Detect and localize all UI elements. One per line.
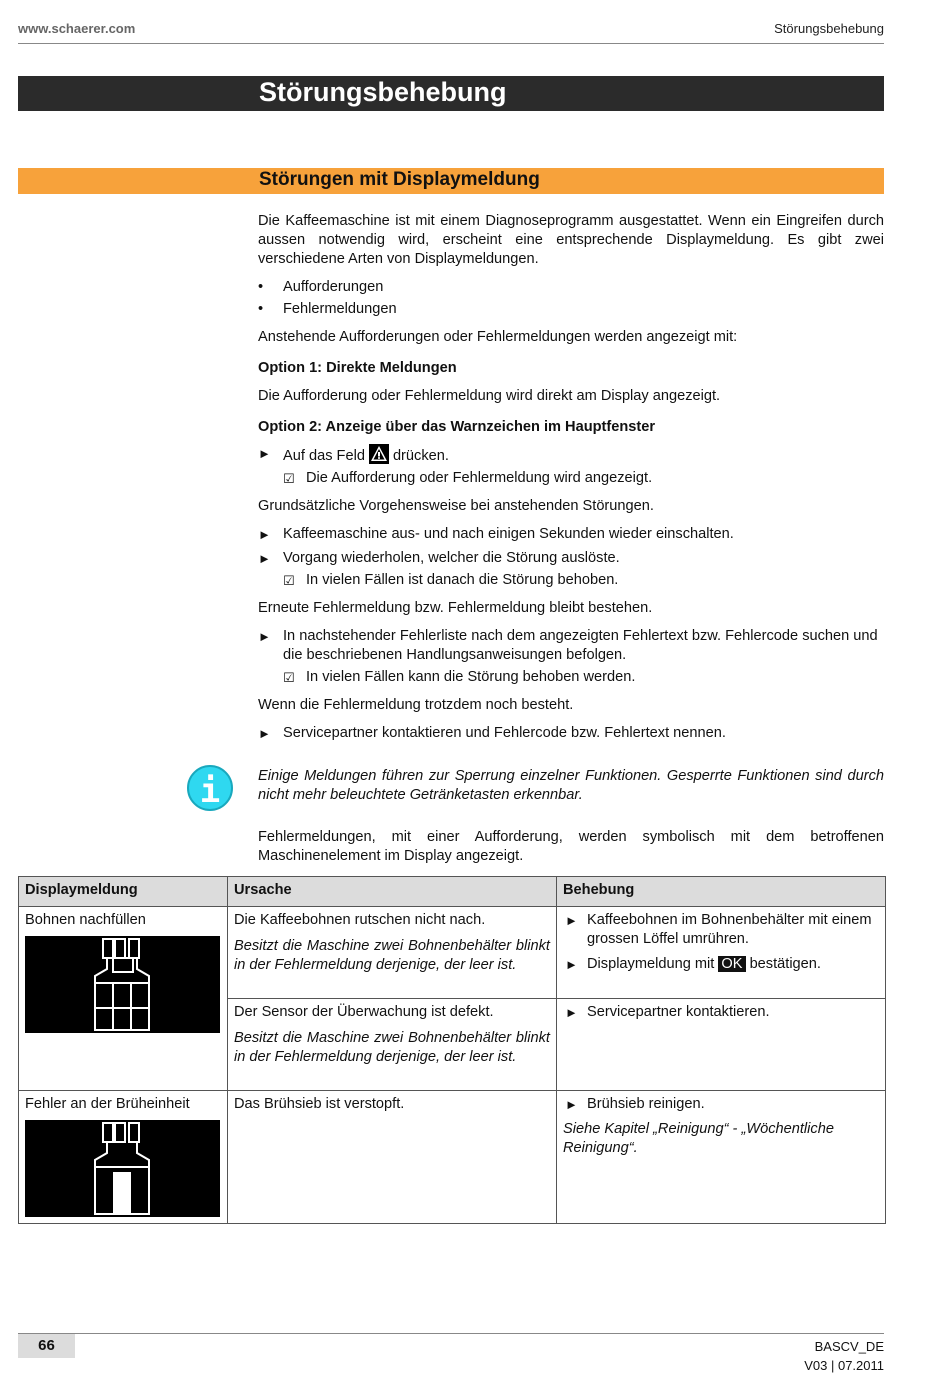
result-item: ☑ In vielen Fällen kann die Störung behoben werden. bbox=[283, 669, 636, 685]
column-header: Ursache bbox=[228, 877, 557, 907]
list-item: • Fehlermeldungen bbox=[258, 301, 397, 317]
doc-code: BASCV_DE bbox=[814, 1339, 884, 1354]
info-note: Einige Meldungen führen zur Sperrung einzelner Funktionen. Gesperrte Funktionen sind durch nicht mehr beleuchtete Getränketasten erkennbar. bbox=[258, 768, 884, 803]
triangle-right-icon: ► bbox=[258, 551, 271, 566]
step-item: ► Servicepartner kontaktieren. bbox=[565, 1004, 770, 1020]
step-item: ► Auf das Feld drücken. bbox=[258, 446, 449, 464]
basic-intro: Grundsätzliche Vorgehensweise bei anstehenden Störungen. bbox=[258, 498, 654, 514]
bullet-icon: • bbox=[258, 301, 264, 317]
table-header-row bbox=[19, 877, 886, 907]
triangle-right-icon: ► bbox=[258, 629, 271, 644]
result-item: ☑ Die Aufforderung oder Fehlermeldung wird angezeigt. bbox=[283, 470, 653, 486]
display-message-label: Bohnen nachfüllen bbox=[25, 912, 146, 928]
triangle-right-icon: ► bbox=[258, 527, 271, 542]
footer-document-info bbox=[804, 1337, 884, 1375]
table-row bbox=[19, 907, 886, 999]
step-item: ► Vorgang wiederholen, welcher die Störung auslöste. bbox=[258, 550, 620, 566]
checkbox-check-icon: ☑ bbox=[283, 471, 295, 486]
bullet-icon: • bbox=[258, 279, 264, 295]
step-item: ► Brühsieb reinigen. bbox=[565, 1096, 705, 1112]
title-bar bbox=[18, 76, 884, 111]
list-item: • Aufforderungen bbox=[258, 279, 384, 295]
brewing-unit-display-image bbox=[25, 1120, 220, 1217]
option1-text: Die Aufforderung oder Fehlermeldung wird direkt am Display angezeigt. bbox=[258, 388, 721, 404]
triangle-right-icon: ► bbox=[565, 957, 578, 972]
page-number: 66 bbox=[38, 1337, 55, 1354]
fix-cell bbox=[557, 999, 886, 1091]
option1-heading: Option 1: Direkte Meldungen bbox=[258, 360, 457, 376]
repeat-intro: Erneute Fehlermeldung bzw. Fehlermeldung bleibt bestehen. bbox=[258, 600, 653, 616]
fix-cell bbox=[557, 907, 886, 999]
main-content bbox=[258, 212, 884, 748]
column-header: Behebung bbox=[557, 877, 886, 907]
checkbox-check-icon: ☑ bbox=[283, 670, 295, 685]
result-item: ☑ In vielen Fällen ist danach die Störung behoben. bbox=[283, 572, 619, 588]
page-number-box bbox=[18, 1334, 75, 1358]
display-message-cell bbox=[19, 1091, 228, 1224]
triangle-right-icon: ► bbox=[565, 1097, 578, 1112]
step-item: ► Servicepartner kontaktieren und Fehlercode bzw. Fehlertext nennen. bbox=[258, 725, 726, 741]
triangle-right-icon: ► bbox=[258, 446, 271, 461]
triangle-right-icon: ► bbox=[565, 1005, 578, 1020]
intro-paragraph: Die Kaffeemaschine ist mit einem Diagnoseprogramm ausgestattet. Wenn ein Eingreifen durch aussen notwendig wird, erscheint eine entsprechende Displaymeldung. Es gibt zwei verschiedene Arten von Displaymeldungen. bbox=[258, 213, 884, 267]
footer-divider bbox=[18, 1333, 884, 1334]
header-section: Störungsbehebung bbox=[774, 21, 884, 36]
symbol-paragraph: Fehlermeldungen, mit einer Aufforderung, werden symbolisch mit dem betroffenen Maschinenelement im Display angezeigt. bbox=[258, 829, 884, 864]
checkbox-check-icon: ☑ bbox=[283, 573, 295, 588]
bean-container-display-image bbox=[25, 936, 220, 1033]
error-table bbox=[18, 876, 886, 1224]
ok-key: OK bbox=[718, 956, 745, 972]
doc-version: V03 | 07.2011 bbox=[804, 1358, 884, 1373]
display-message-label: Fehler an der Brüheinheit bbox=[25, 1096, 190, 1112]
warning-triangle-icon bbox=[369, 444, 389, 464]
step-item: ► Kaffeemaschine aus- und nach einigen Sekunden wieder einschalten. bbox=[258, 526, 734, 542]
section-title: Störungen mit Displaymeldung bbox=[259, 169, 540, 190]
triangle-right-icon: ► bbox=[258, 726, 271, 741]
cause-cell: Der Sensor der Überwachung ist defekt. Besitzt die Maschine zwei Bohnenbehälter blinkt in der Fehlermeldung derjenige, der leer ist. bbox=[228, 999, 557, 1091]
header-divider bbox=[18, 43, 884, 44]
option2-heading: Option 2: Anzeige über das Warnzeichen im Hauptfenster bbox=[258, 419, 656, 435]
step-item: ► Kaffeebohnen im Bohnenbehälter mit einem grossen Löffel umrühren. bbox=[565, 912, 872, 947]
still-intro: Wenn die Fehlermeldung trotzdem noch besteht. bbox=[258, 697, 574, 713]
step-item: ► Displaymeldung mit OK bestätigen. bbox=[565, 956, 821, 972]
fix-cell bbox=[557, 1091, 886, 1224]
cause-cell: Das Brühsieb ist verstopft. bbox=[228, 1091, 557, 1224]
step-item: ► In nachstehender Fehlerliste nach dem angezeigten Fehlertext bzw. Fehlercode suchen und die beschriebenen Handlungsanweisungen befolgen. bbox=[258, 628, 878, 663]
triangle-right-icon: ► bbox=[565, 913, 578, 928]
header-site: www.schaerer.com bbox=[18, 21, 136, 36]
subtitle-bar bbox=[18, 168, 884, 194]
cause-cell: Die Kaffeebohnen rutschen nicht nach. Besitzt die Maschine zwei Bohnenbehälter blinkt in der Fehlermeldung derjenige, der leer ist. bbox=[228, 907, 557, 999]
page-title: Störungsbehebung bbox=[259, 77, 507, 107]
pending-paragraph: Anstehende Aufforderungen oder Fehlermeldungen werden angezeigt mit: bbox=[258, 329, 738, 345]
chapter-reference: Siehe Kapitel „Reinigung“ - „Wöchentliche Reinigung“. bbox=[563, 1121, 834, 1156]
info-icon: i bbox=[187, 765, 233, 811]
table-row bbox=[19, 1091, 886, 1224]
column-header: Displaymeldung bbox=[19, 877, 228, 907]
display-message-cell bbox=[19, 907, 228, 1091]
